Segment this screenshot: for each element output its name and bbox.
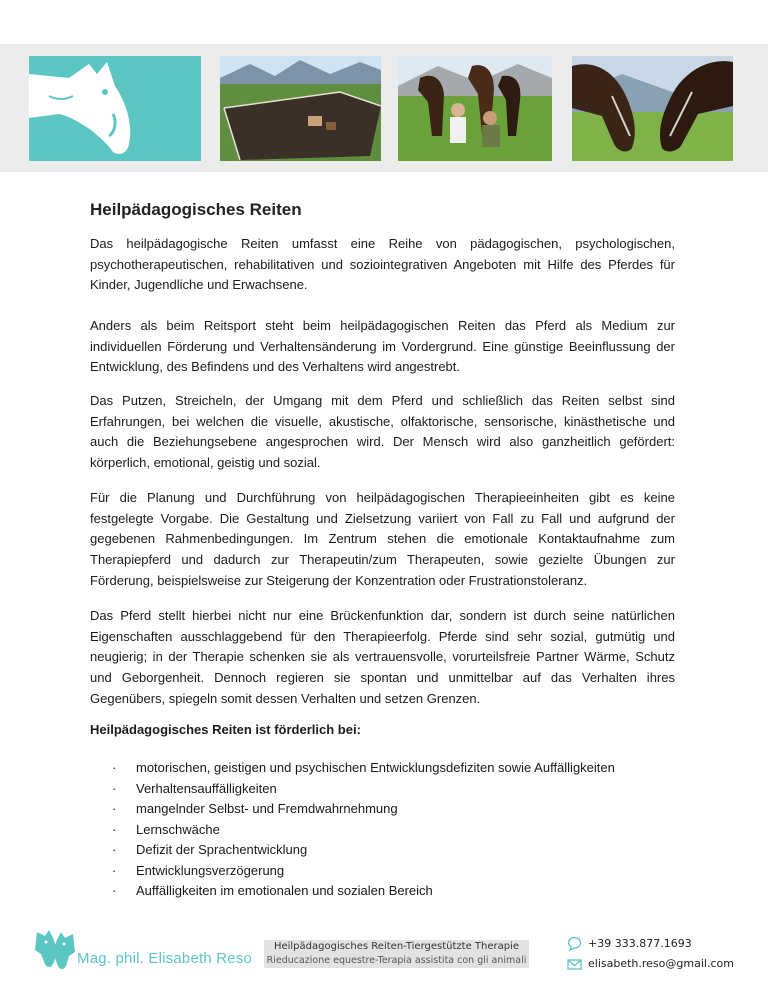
- bullet-marker: ·: [112, 862, 117, 878]
- bullet-marker: ·: [112, 760, 117, 775]
- footer-tagline-box: [264, 940, 529, 968]
- photo-two-horses: [572, 56, 733, 161]
- two-horse-heads-icon: [33, 928, 77, 972]
- bullet-marker: ·: [112, 780, 117, 796]
- photo-people-with-horses: [398, 56, 552, 161]
- list-item-text: Verhaltensauffälligkeiten: [136, 780, 277, 796]
- bullet-marker: ·: [112, 883, 117, 898]
- list-item: [112, 840, 615, 861]
- page-title: Heilpädagogisches Reiten: [90, 200, 302, 219]
- list-item-text: motorischen, geistigen und psychischen Entwicklungsdefiziten sowie Auffälligkeiten: [136, 760, 615, 775]
- list-item: [112, 861, 615, 882]
- paragraph-medium: Anders als beim Reitsport steht beim heilpädagogischen Reiten das Pferd als Medium zur individuellen Förderung und Verhaltensänderung im Vordergrund. Eine günstige Beeinflussung der Entwicklung, des Befindens und des Verhaltens wird angestrebt.: [90, 318, 675, 375]
- paragraph-experiences: Das Putzen, Streicheln, der Umgang mit dem Pferd und schließlich das Reiten selbst sind Erfahrungen, bei welchen die visuelle, akustische, olfaktorische, sensorische, kinästhetische und auch die Beziehungsebene angesprochen wird. Der Mensch wird also ganzheitlich gefördert: körperlich, emotional, geistig und sozial.: [90, 393, 675, 471]
- list-heading: Heilpädagogisches Reiten ist förderlich bei:: [90, 722, 361, 737]
- bullet-marker: ·: [112, 842, 117, 857]
- list-item-text: Entwicklungsverzögerung: [136, 862, 285, 878]
- paragraph-intro: Das heilpädagogische Reiten umfasst eine Reihe von pädagogischen, psychologischen, psychotherapeutischen, rehabilitativen und soziointegrativen Angeboten mit Hilfe des Pferdes für Kinder, Jugendliche und Erwachsene.: [90, 236, 675, 293]
- photo-riding-arena: [220, 56, 381, 161]
- bullet-marker: ·: [112, 801, 117, 816]
- list-item-text: Defizit der Sprachentwicklung: [136, 842, 308, 857]
- indications-list: [112, 758, 615, 902]
- horse-head-icon: [29, 56, 201, 161]
- footer-tagline-italian: Rieducazione equestre-Terapia assistita con gli animali: [266, 955, 527, 966]
- footer-tagline-german: Heilpädagogisches Reiten-Tiergestützte Therapie: [273, 941, 520, 952]
- footer-phone[interactable]: +39 333.877.1693: [588, 937, 692, 950]
- list-item: [112, 820, 615, 841]
- list-item: [112, 799, 615, 820]
- paragraph-horse-role: Das Pferd stellt hierbei nicht nur eine Brückenfunktion dar, sondern ist durch seine natürlichen Eigenschaften ausschlaggebend für den Therapieerfolg. Pferde sind sehr sozial, gutmütig und neugierig; in der Therapie schenken sie als vertrauensvolle, vorurteilsfreie Partner Wärme, Schutz und Geborgenheit. Dennoch regieren sie spontan und unmittelbar auf das Verhalten ihres Gegenübers, spiegeln somit dessen Verhalten und setzen Grenzen.: [90, 608, 675, 706]
- list-item-text: Auffälligkeiten im emotionalen und sozialen Bereich: [136, 883, 433, 898]
- list-item-text: Lernschwäche: [136, 821, 220, 837]
- list-item: [112, 881, 615, 902]
- bullet-marker: ·: [112, 821, 117, 837]
- envelope-icon: [567, 957, 582, 972]
- list-item: [112, 758, 615, 779]
- footer-email[interactable]: elisabeth.reso@gmail.com: [588, 957, 734, 970]
- paragraph-planning: Für die Planung und Durchführung von heilpädagogischen Therapieeinheiten gibt es keine festgelegte Vorgabe. Die Gestaltung und Zielsetzung variiert von Fall zu Fall und aufgrund der gegebenen Rahmenbedingungen. Im Zentrum stehen die emotionale Kontaktaufnahme zum Therapiepferd und dadurch zur Therapeutin/zum Therapeuten, sowie gezielte Übungen zur Förderung, beispielsweise zur Steigerung der Konzentration oder Frustrationstoleranz.: [90, 490, 675, 588]
- list-item: [112, 779, 615, 800]
- list-item-text: mangelnder Selbst- und Fremdwahrnehmung: [136, 801, 398, 816]
- footer-name: Mag. phil. Elisabeth Reso: [77, 950, 253, 967]
- logo-tile: [29, 56, 201, 161]
- speech-bubble-icon: [567, 936, 582, 951]
